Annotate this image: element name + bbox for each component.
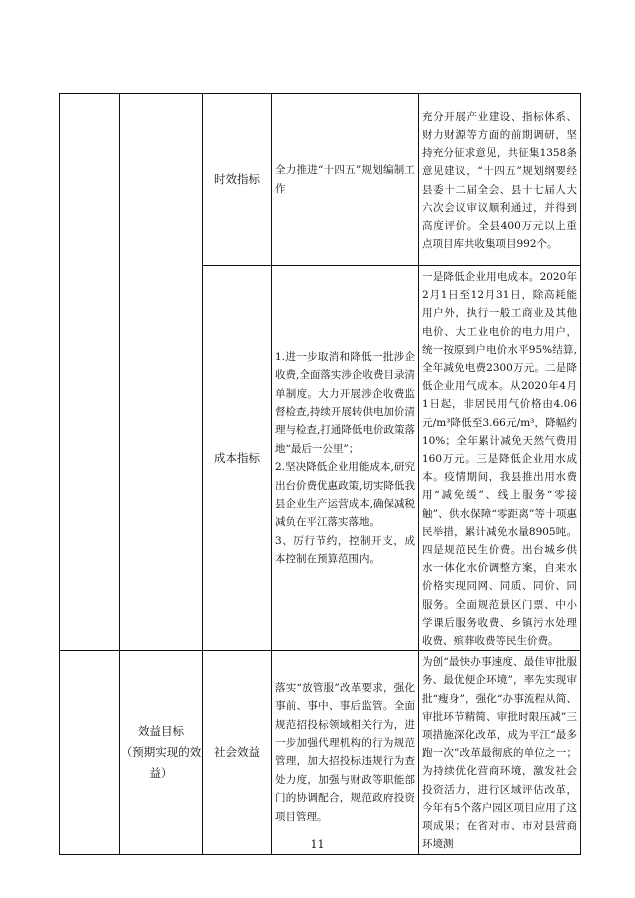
goal-item: 3、厉行节约，控制开支，成本控制在预算范围内。 bbox=[275, 534, 415, 566]
table-row-timeliness bbox=[60, 94, 581, 266]
goal-item: 2.坚决降低企业用能成本,研究出台价费优惠政策,切实降低我县企业生产运营成本,确保减税减负在平江落实落地。 bbox=[275, 461, 415, 529]
completion-cell: 充分开展产业建设、指标体系、财力财源等方面的前期调研，坚持充分征求意见，共征集1358条意见建议，“十四五”规划纲要经县委十二届全会、县十七届人大六次会议审议顺利通过，并得到高度评价。全县400万元以上重点项目库共收集项目992个。 bbox=[419, 94, 581, 266]
category-label: 效益目标 bbox=[138, 723, 184, 738]
goal-cell: 全力推进“十四五”规划编制工作 bbox=[272, 94, 419, 266]
table-row-social bbox=[60, 651, 581, 854]
goal-cell: 落实“放管服”改革要求，强化事前、事中、事后监管。全面规范招投标领域相关行为，进一步加强代理机构的行为规范管理，加大招投标违规行为查处力度，加强与财政等职能部门的协调配合，规范政府投资项目管理。 bbox=[272, 651, 419, 854]
indicator-cell: 成本指标 bbox=[203, 266, 272, 651]
page-number: 11 bbox=[310, 838, 325, 851]
completion-cell: 一是降低企业用电成本。2020年2月1日至12月31日，除高耗能用户外，执行一般工商业及其他电价、大工业电价的电力用户，统一按原到户电价水平95%结算,全年减免电费2300万元。二是降低企业用气成本。从2020年4月1日起，非居民用气价格由4.06元/m³降低至3.66元/m³，降幅约10%；全年累计减免天然气费用160万元。三是降低企业用水成本。疫情期间，我县推出用水费用“减免缓”、线上服务“零接触”、供水保障“零距离”等十项惠民举措，累计减免水量8905吨。四是规范民生价费。出台城乡供水一体化水价调整方案，自来水价格实现同网、同质、同价、同服务。全面规范景区门票、中小学课后服务收费、乡镇污水处理收费、殡葬收费等民生价费。 bbox=[419, 266, 581, 651]
goal-item: 1.进一步取消和降低一批涉企收费,全面落实涉企收费目录清单制度。大力开展涉企收费监督检查,持续开展转供电加价清理与检查,打通降低电价政策落地“最后一公里”； bbox=[275, 350, 415, 455]
category-cell-empty bbox=[60, 94, 120, 651]
performance-table bbox=[59, 93, 581, 855]
indicator-cell: 社会效益 bbox=[203, 651, 272, 854]
category-sublabel: （预期实现的效益） bbox=[120, 744, 202, 780]
goal-cell bbox=[272, 266, 419, 651]
category-cell-empty bbox=[60, 651, 120, 854]
completion-cell: 为创“最快办事速度、最佳审批服务、最优便企环境”，率先实现审批“瘦身”，强化“办事流程从简、审批环节精简、审批时限压减”三项措施深化改革，成为平江“最多跑一次”改革最彻底的单位之一；为持续优化营商环境，激发社会投资活力，进行区域评估改革，今年有5个落户园区项目应用了这项成果；在省对市、市对县营商环境测 bbox=[419, 651, 581, 854]
indicator-cell: 时效指标 bbox=[203, 94, 272, 266]
category-cell-empty bbox=[120, 94, 203, 651]
category-cell bbox=[120, 651, 203, 854]
